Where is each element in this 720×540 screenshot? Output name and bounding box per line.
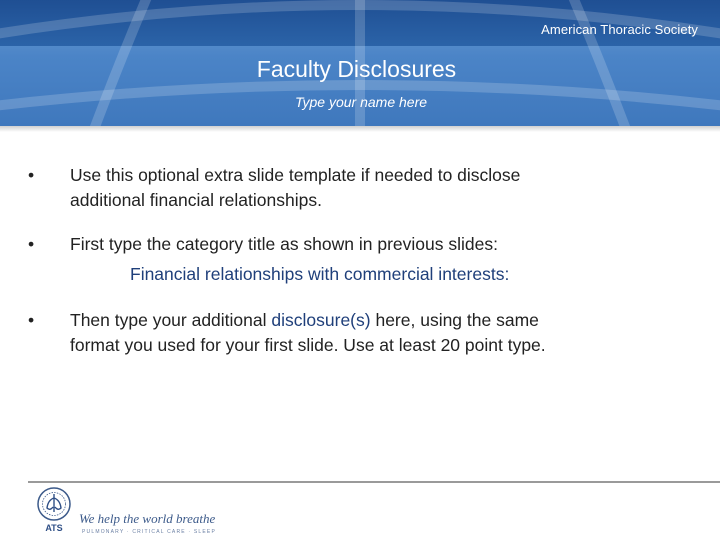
bullet-3-line-1 xyxy=(70,308,690,333)
bullet-dot-icon: • xyxy=(28,310,35,330)
footer-divider xyxy=(28,481,720,483)
presenter-name-placeholder: Type your name here xyxy=(294,94,428,110)
bullet-1-line-1: Use this optional extra slide template if needed to disclose xyxy=(70,165,521,185)
ats-seal-icon xyxy=(34,486,74,534)
slide-title: Faculty Disclosures xyxy=(256,56,457,82)
header-banner xyxy=(0,0,720,126)
header-shadow xyxy=(0,126,720,132)
bullet-1-line-2: additional financial relationships. xyxy=(70,190,322,210)
tagline: We help the world breathe xyxy=(79,511,216,526)
bullet-dot-icon: • xyxy=(28,165,35,185)
bullet-3-line-2: format you used for your first slide. Use at least 20 point type. xyxy=(70,335,546,355)
bullet-dot-icon: • xyxy=(28,234,35,254)
bullet-3-highlight: disclosure(s) xyxy=(271,310,371,330)
bullet-3-text-pre: Then type your additional xyxy=(70,310,272,330)
tagline-subtext: PULMONARY · CRITICAL CARE · SLEEP xyxy=(82,529,216,535)
category-title-example: Financial relationships with commercial interests: xyxy=(130,264,510,284)
logo-text: ATS xyxy=(45,523,63,533)
org-name: American Thoracic Society xyxy=(541,22,698,37)
bullet-2-line-1: First type the category title as shown in previous slides: xyxy=(70,234,498,254)
bullet-3-text-post: here, using the same xyxy=(370,310,539,330)
